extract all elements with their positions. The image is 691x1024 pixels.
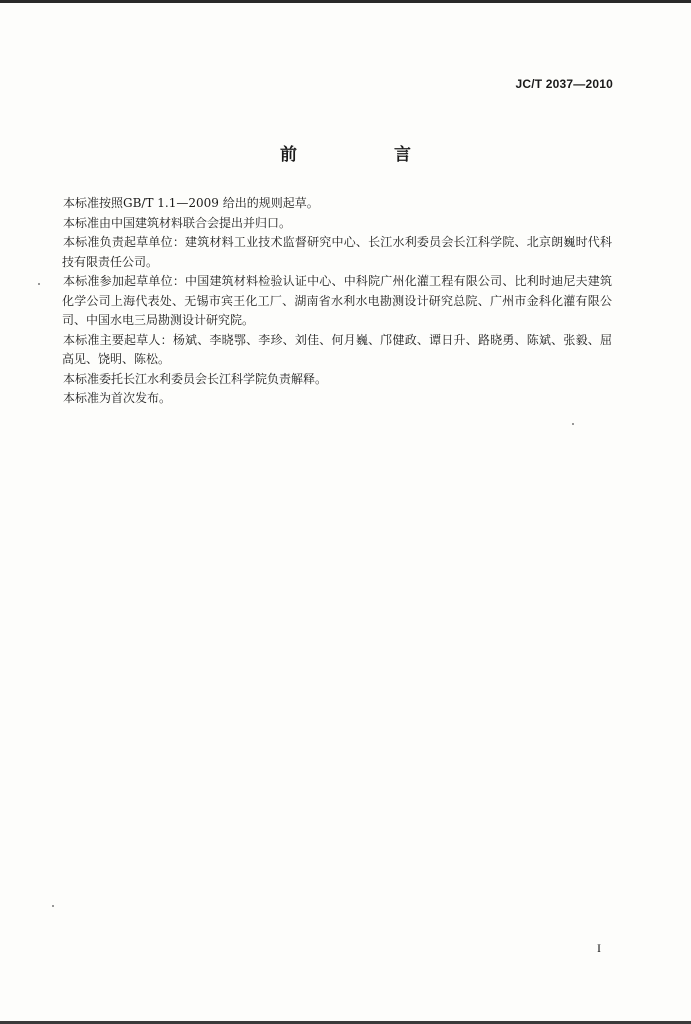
scan-speck <box>38 283 40 285</box>
paragraph-drafting-rules: 本标准按照GB/T 1.1—2009 给出的规则起草。 <box>63 196 319 210</box>
paragraph-interpretation: 本标准委托长江水利委员会长江科学院负责解释。 <box>63 371 328 386</box>
paragraph-first-release: 本标准为首次发布。 <box>63 391 172 405</box>
scan-speck <box>52 905 54 907</box>
paragraph-participating-drafters: 本标准参加起草单位：中国建筑材料检验认证中心、中科院广州化灌工程有限公司、比利时迪尼夫建筑化学公司上海代表处、无锡市宾王化工厂、湖南省水利水电勘测设计研究总院、广州市金科化灌有限公司、中国水电三局勘测设计研究院。 <box>62 274 612 327</box>
paragraph-lead-drafters: 本标准负责起草单位：建筑材料工业技术监督研究中心、长江水利委员会长江科学院、北京朗巍时代科技有限责任公司。 <box>62 235 612 269</box>
standard-code: JC/T 2037—2010 <box>515 77 613 91</box>
foreword-body <box>62 194 612 409</box>
page-number: I <box>597 941 601 955</box>
paragraph-proposer: 本标准由中国建筑材料联合会提出并归口。 <box>63 215 292 230</box>
scan-speck <box>572 423 574 425</box>
page-title: 前 言 <box>280 145 451 165</box>
top-border-rule <box>0 0 691 3</box>
paragraph-main-authors: 本标准主要起草人：杨斌、李晓鄂、李珍、刘佳、何月巍、邝健政、谭日升、路晓勇、陈斌、张毅、屈高见、饶明、陈松。 <box>62 332 612 366</box>
